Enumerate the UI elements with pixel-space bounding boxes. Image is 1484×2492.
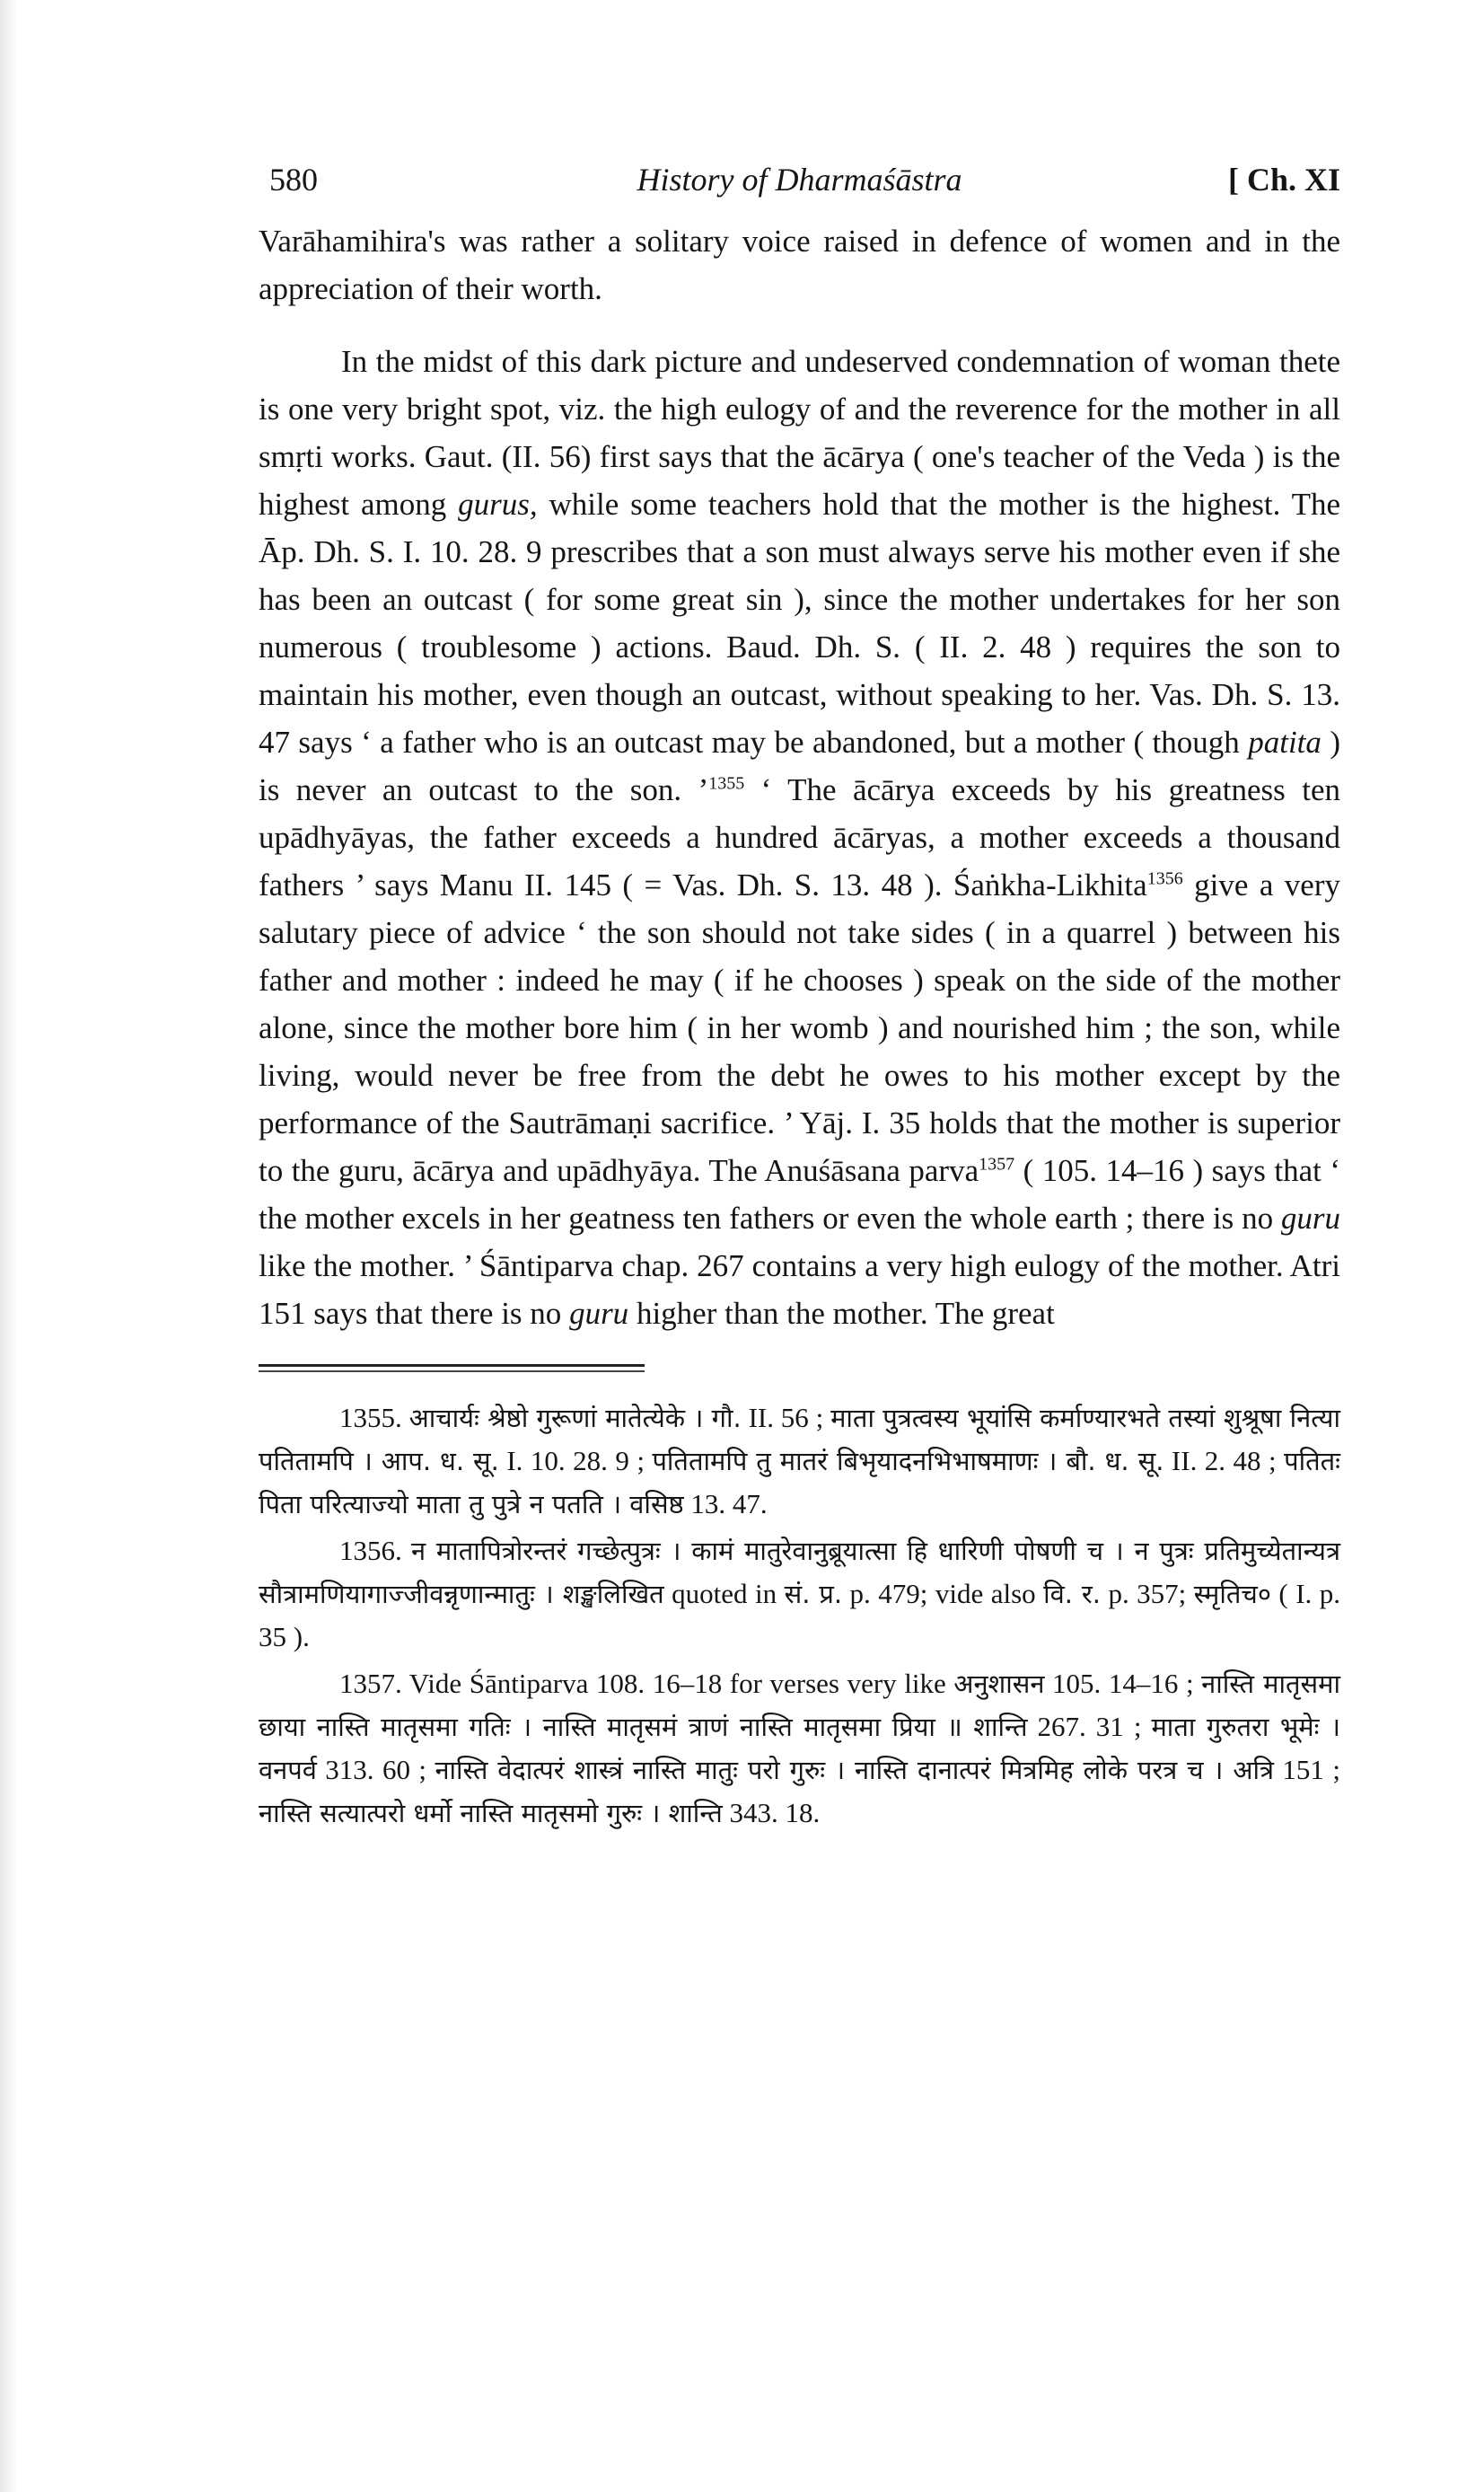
book-page — [259, 153, 1340, 1838]
footnote-separator — [259, 1364, 1340, 1378]
book-title: History of Dharmaśāstra — [637, 162, 962, 198]
footnote-ref-1356: 1356 — [1146, 868, 1183, 889]
paragraph-2: In the midst of this dark picture and undeserved condemnation of woman thete is one very bright spot, viz. the high eulogy of and the reverence for the mother in all smṛti works. Gaut. (II. 56) first says that the ācārya ( one's teacher of the Veda ) is the highest among gurus, while some teachers hold that the mother is the highest. The Āp. Dh. S. I. 10. 28. 9 prescribes that a son must always serve his mother even if she has been an outcast ( for some great sin ), since the mother undertakes for her son numerous ( troublesome ) actions. Baud. Dh. S. ( II. 2. 48 ) requires the son to maintain his mother, even though an outcast, without speaking to her. Vas. Dh. S. 13. 47 says ‘ a father who is an outcast may be abandoned, but a mother ( though patita ) is never an outcast to the son. ’$^{1355}$ ‘ The ācārya exceeds by his greatness ten upādhyāyas, the father exceeds a hundred ācāryas, a mother exceeds a thousand fathers ’ says Manu II. 145 ( = Vas. Dh. S. 13. 48 ). Śaṅkha-Likhita$^{1356}$ give a very salutary piece of advice ‘ the son should not take sides ( in a quarrel ) between his father and mother : indeed he may ( if he chooses ) speak on the side of the mother alone, since the mother bore him ( in her womb ) and nourished him ; the son, while living, would never be free from the debt he owes to his mother except by the performance of the Sautrāmaṇi sacrifice. ’ Yāj. I. 35 holds that the mother is superior to the guru, ācārya and upādhyāya. The Anuśāsana parva$^{1357}$ ( 105. 14–16 ) says that ‘ the mother excels in her geatness ten fathers or even the whole earth ; there is no guru like the mother. ’ Śāntiparva chap. 267 contains a very high eulogy of the mother. Atri 151 says that there is no guru higher than the mother. The great — [259, 344, 1340, 1331]
running-head — [259, 153, 1340, 207]
page-number: 580 — [269, 162, 318, 198]
footnotes — [259, 1396, 1340, 1835]
footnote-1356: 1356. न मातापित्रोरन्तरं गच्छेत्पुत्रः । कामं मातुरेवानुब्रूयात्सा हि धारिणी पोषणी च । न पुत्रः प्रतिमुच्येतान्यत्र सौत्रामणियागाज्जीवन्नृणान्मातुः । शङ्खलिखित quoted in सं. प्र. p. 479; vide also वि. र. p. 357; स्मृतिच० ( I. p. 35 ). — [259, 1535, 1340, 1652]
footnote-1355: 1355. आचार्यः श्रेष्ठो गुरूणां मातेत्येके । गौ. II. 56 ; माता पुत्रत्वस्य भूयांसि कर्माण्यारभते तस्यां शुश्रूषा नित्या पतितामपि । आप. ध. सू. I. 10. 28. 9 ; पतितामपि तु मातरं बिभृयादनभिभाषमाणः । बौ. ध. सू. II. 2. 48 ; पतितः पिता परित्याज्यो माता तु पुत्रे न पतति । वसिष्ठ 13. 47. — [259, 1402, 1341, 1519]
footnote-ref-1357: 1357 — [979, 1154, 1015, 1175]
chapter-label: [ Ch. XI — [1227, 162, 1340, 198]
main-text — [259, 217, 1340, 1337]
paragraph-1: Varāhamihira's was rather a solitary voice raised in defence of women and in the appreciation of their worth. — [259, 224, 1340, 306]
scan-edge-shadow — [0, 0, 18, 2492]
footnote-ref-1355: 1355 — [708, 773, 745, 794]
footnote-1357: 1357. Vide Śāntiparva 108. 16–18 for verses very like अनुशासन 105. 14–16 ; नास्ति मातृसमा छाया नास्ति मातृसमा गतिः । नास्ति मातृसमं त्राणं नास्ति मातृसमा प्रिया ॥ शान्ति 267. 31 ; माता गुरुतरा भूमेः । वनपर्व 313. 60 ; नास्ति वेदात्परं शास्त्रं नास्ति मातुः परो गुरुः । नास्ति दानात्परं मित्रमिह लोके परत्र च । अत्रि 151 ; नास्ति सत्यात्परो धर्मो नास्ति मातृसमो गुरुः । शान्ति 343. 18. — [259, 1668, 1340, 1828]
